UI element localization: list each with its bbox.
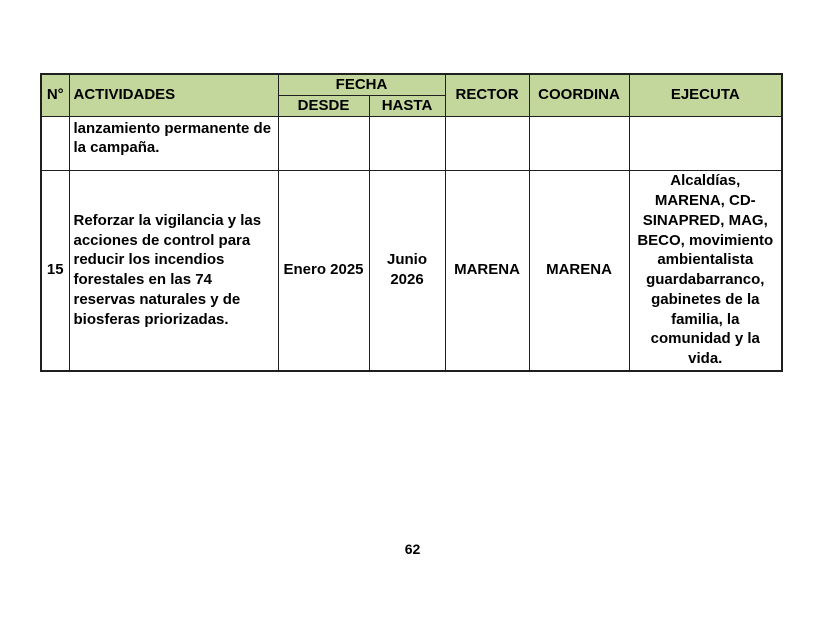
row-cell-hasta xyxy=(369,116,445,170)
page-number: 62 xyxy=(404,541,421,557)
table-header xyxy=(41,74,782,116)
header-cell-actividades: ACTIVIDADES xyxy=(69,74,278,116)
header-cell-fecha: FECHA xyxy=(278,74,445,95)
header-cell-desde: DESDE xyxy=(278,95,369,116)
header-cell-ejecuta: EJECUTA xyxy=(629,74,782,116)
row-cell-rector xyxy=(445,116,529,170)
activities-schedule-table xyxy=(40,73,783,372)
row-cell-desde: Enero 2025 xyxy=(278,170,369,371)
row-cell-hasta: Junio 2026 xyxy=(369,170,445,371)
header-cell-hasta: HASTA xyxy=(369,95,445,116)
header-cell-no: N° xyxy=(41,74,69,116)
header-cell-coordina: COORDINA xyxy=(529,74,629,116)
row-cell-coordina xyxy=(529,116,629,170)
row-cell-ejecuta xyxy=(629,116,782,170)
row-cell-no xyxy=(41,116,69,170)
row-cell-actividades: Reforzar la vigilancia y las acciones de control para reducir los incendios forestales en las 74 reservas naturales y de biosferas priorizadas. xyxy=(69,170,278,371)
row-cell-no: 15 xyxy=(41,170,69,371)
row-cell-desde xyxy=(278,116,369,170)
row-cell-ejecuta: Alcaldías, MARENA, CD-SINAPRED, MAG, BECO, movimiento ambientalista guardabarranco, gabinetes de la familia, la comunidad y la vida. xyxy=(629,170,782,371)
table-row xyxy=(41,170,782,371)
header-cell-rector: RECTOR xyxy=(445,74,529,116)
row-cell-coordina: MARENA xyxy=(529,170,629,371)
row-cell-actividades: lanzamiento permanente de la campaña. xyxy=(69,116,278,170)
table-row xyxy=(41,116,782,170)
row-cell-rector: MARENA xyxy=(445,170,529,371)
